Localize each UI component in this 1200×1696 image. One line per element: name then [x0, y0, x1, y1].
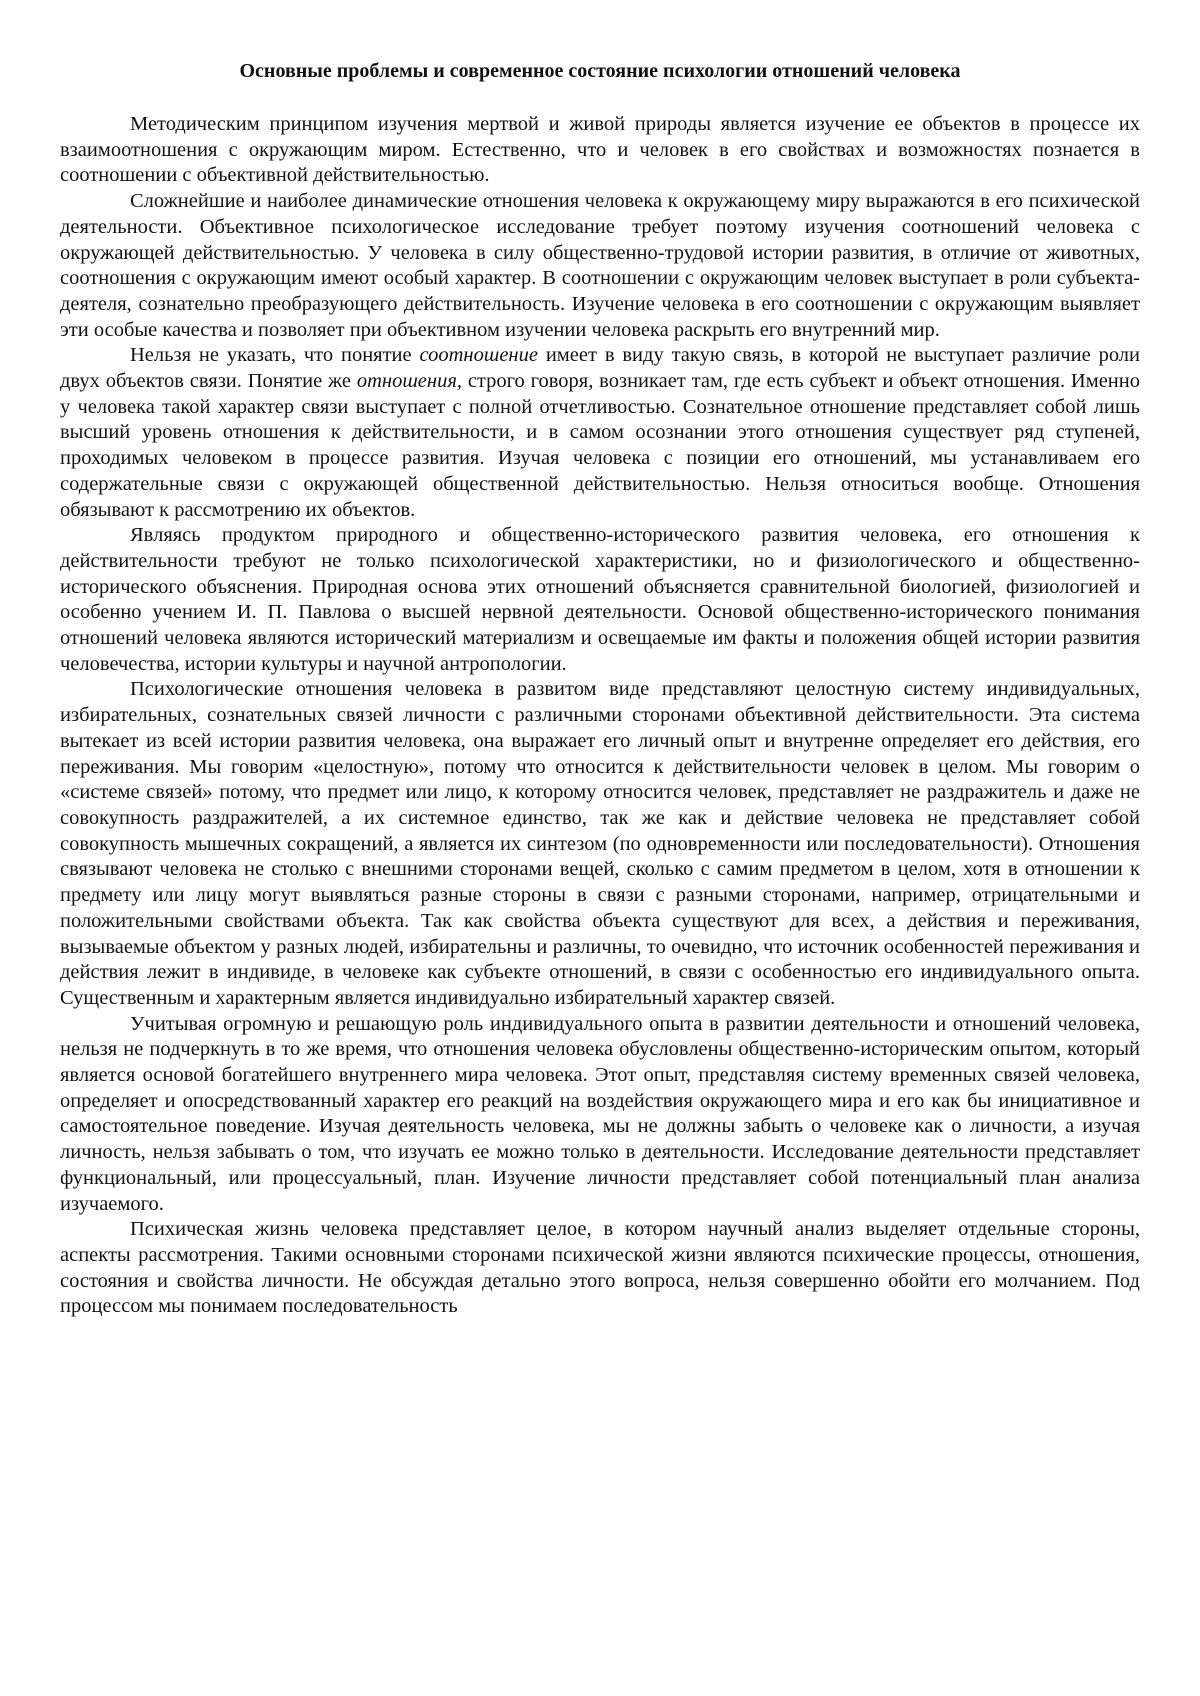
paragraph-text: строго говоря, возникает там, где есть субъект и объект отношения. Именно у человека такой характер связи выступает с полной отчетливостью. Сознательное отношение представляет собой лишь высший уровень отношения к действительности, и в самом осознании этого отношения существует ряд ступеней, проходимых человеком в процессе развития. Изучая человека с позиции его отношений, мы устанавливаем его содержательные связи с окружающей общественной действительностью. Нельзя относиться вообще. Отношения обязывают к рассмотрению их объектов. [60, 370, 1140, 521]
paragraph-4 [60, 523, 1140, 677]
paragraph-5 [60, 677, 1140, 1011]
paragraph-1 [60, 112, 1140, 189]
document-body [60, 112, 1140, 1320]
paragraph-text: Сложнейшие и наиболее динамические отношения человека к окружающему миру выражаются в его психической деятельности. Объективное психологическое исследование требует поэтому изучения соотношений человека с окружающей действительностью. У человека в силу общественно-трудовой истории развития, в отличие от животных, соотношения с окружающим имеют особый характер. В соотношении с окружающим человек выступает в роли субъекта-деятеля, сознательно преобразующего действительность. Изучение человека в его соотношении с окружающим выявляет эти особые качества и позволяет при объективном изучении человека раскрыть его внутренний мир. [60, 190, 1140, 341]
italic-term-otnosheniya: отношения, [357, 370, 462, 392]
paragraph-7 [60, 1217, 1140, 1320]
paragraph-6 [60, 1012, 1140, 1218]
paragraph-2 [60, 189, 1140, 343]
document-page [0, 0, 1200, 1696]
paragraph-text: Нельзя не указать, что понятие [130, 344, 420, 366]
paragraph-3 [60, 343, 1140, 523]
document-title: Основные проблемы и современное состояние психологии отношений человека [60, 57, 1140, 85]
paragraph-text: Психическая жизнь человека представляет целое, в котором научный анализ выделяет отдельные стороны, аспекты рассмотрения. Такими основными сторонами психической жизни являются психические процессы, отношения, состояния и свойства личности. Не обсуждая детально этого вопроса, нельзя совершенно обойти его молчанием. Под процессом мы понимаем последовательность [60, 1218, 1140, 1317]
paragraph-text: Учитывая огромную и решающую роль индивидуального опыта в развитии деятельности и отношений человека, нельзя не подчеркнуть в то же время, что отношения человека обусловлены общественно-историческим опытом, который является основой богатейшего внутреннего мира человека. Этот опыт, представляя систему временных связей человека, определяет и опосредствованный характер его реакций на воздействия окружающего мира и его как бы инициативное и самостоятельное поведение. Изучая деятельность человека, мы не должны забыть о человеке как о личности, а изучая личность, нельзя забывать о том, что изучать ее можно только в деятельности. Исследование деятельности представляет функциональный, или процессуальный, план. Изучение личности представляет собой потенциальный план анализа изучаемого. [60, 1013, 1140, 1215]
italic-term-sootnoshenie: соотношение [420, 344, 538, 366]
paragraph-text: Являясь продуктом природного и общественно-исторического развития человека, его отношения к действительности требуют не только психологической характеристики, но и физиологического и общественно-исторического объяснения. Природная основа этих отношений объясняется сравнительной биологией, физиологией и особенно учением И. П. Павлова о высшей нервной деятельности. Основой общественно-исторического понимания отношений человека являются исторический материализм и освещаемые им факты и положения общей истории развития человечества, истории культуры и научной антропологии. [60, 524, 1140, 675]
paragraph-text: Психологические отношения человека в развитом виде представляют целостную систему индивидуальных, избирательных, сознательных связей личности с различными сторонами объективной действительности. Эта система вытекает из всей истории развития человека, она выражает его личный опыт и внутренне определяет его действия, его переживания. Мы говорим «целостную», потому что относится к действительности человек в целом. Мы говорим о «системе связей» потому, что предмет или лицо, к которому относится человек, представляет не раздражитель и даже не совокупность раздражителей, а их системное единство, так же как и действие человека не представляет собой совокупность мышечных сокращений, а является их синтезом (по одновременности или последовательности). Отношения связывают человека не столько с внешними сторонами вещей, сколько с самим предметом в целом, хотя в отношении к предмету или лицу могут выявляться разные стороны в связи с разными сторонами, например, отрицательными и положительными свойствами объекта. Так как свойства объекта существуют для всех, а действия и переживания, вызываемые объектом у разных людей, избирательны и различны, то очевидно, что источник особенностей переживания и действия лежит в индивиде, в человеке как субъекте отношений, в связи с особенностью его индивидуального опыта. Существенным и характерным является индивидуально избирательный характер связей. [60, 678, 1140, 1008]
paragraph-text: имеет в виду такую связь, в которой не выступает различие роли двух объектов связи. Понятие же [60, 344, 1140, 392]
paragraph-text: Методическим принципом изучения мертвой и живой природы является изучение ее объектов в процессе их взаимоотношения с окружающим миром. Естественно, что и человек в его свойствах и возможностях познается в соотношении с объективной действительностью. [60, 113, 1140, 186]
